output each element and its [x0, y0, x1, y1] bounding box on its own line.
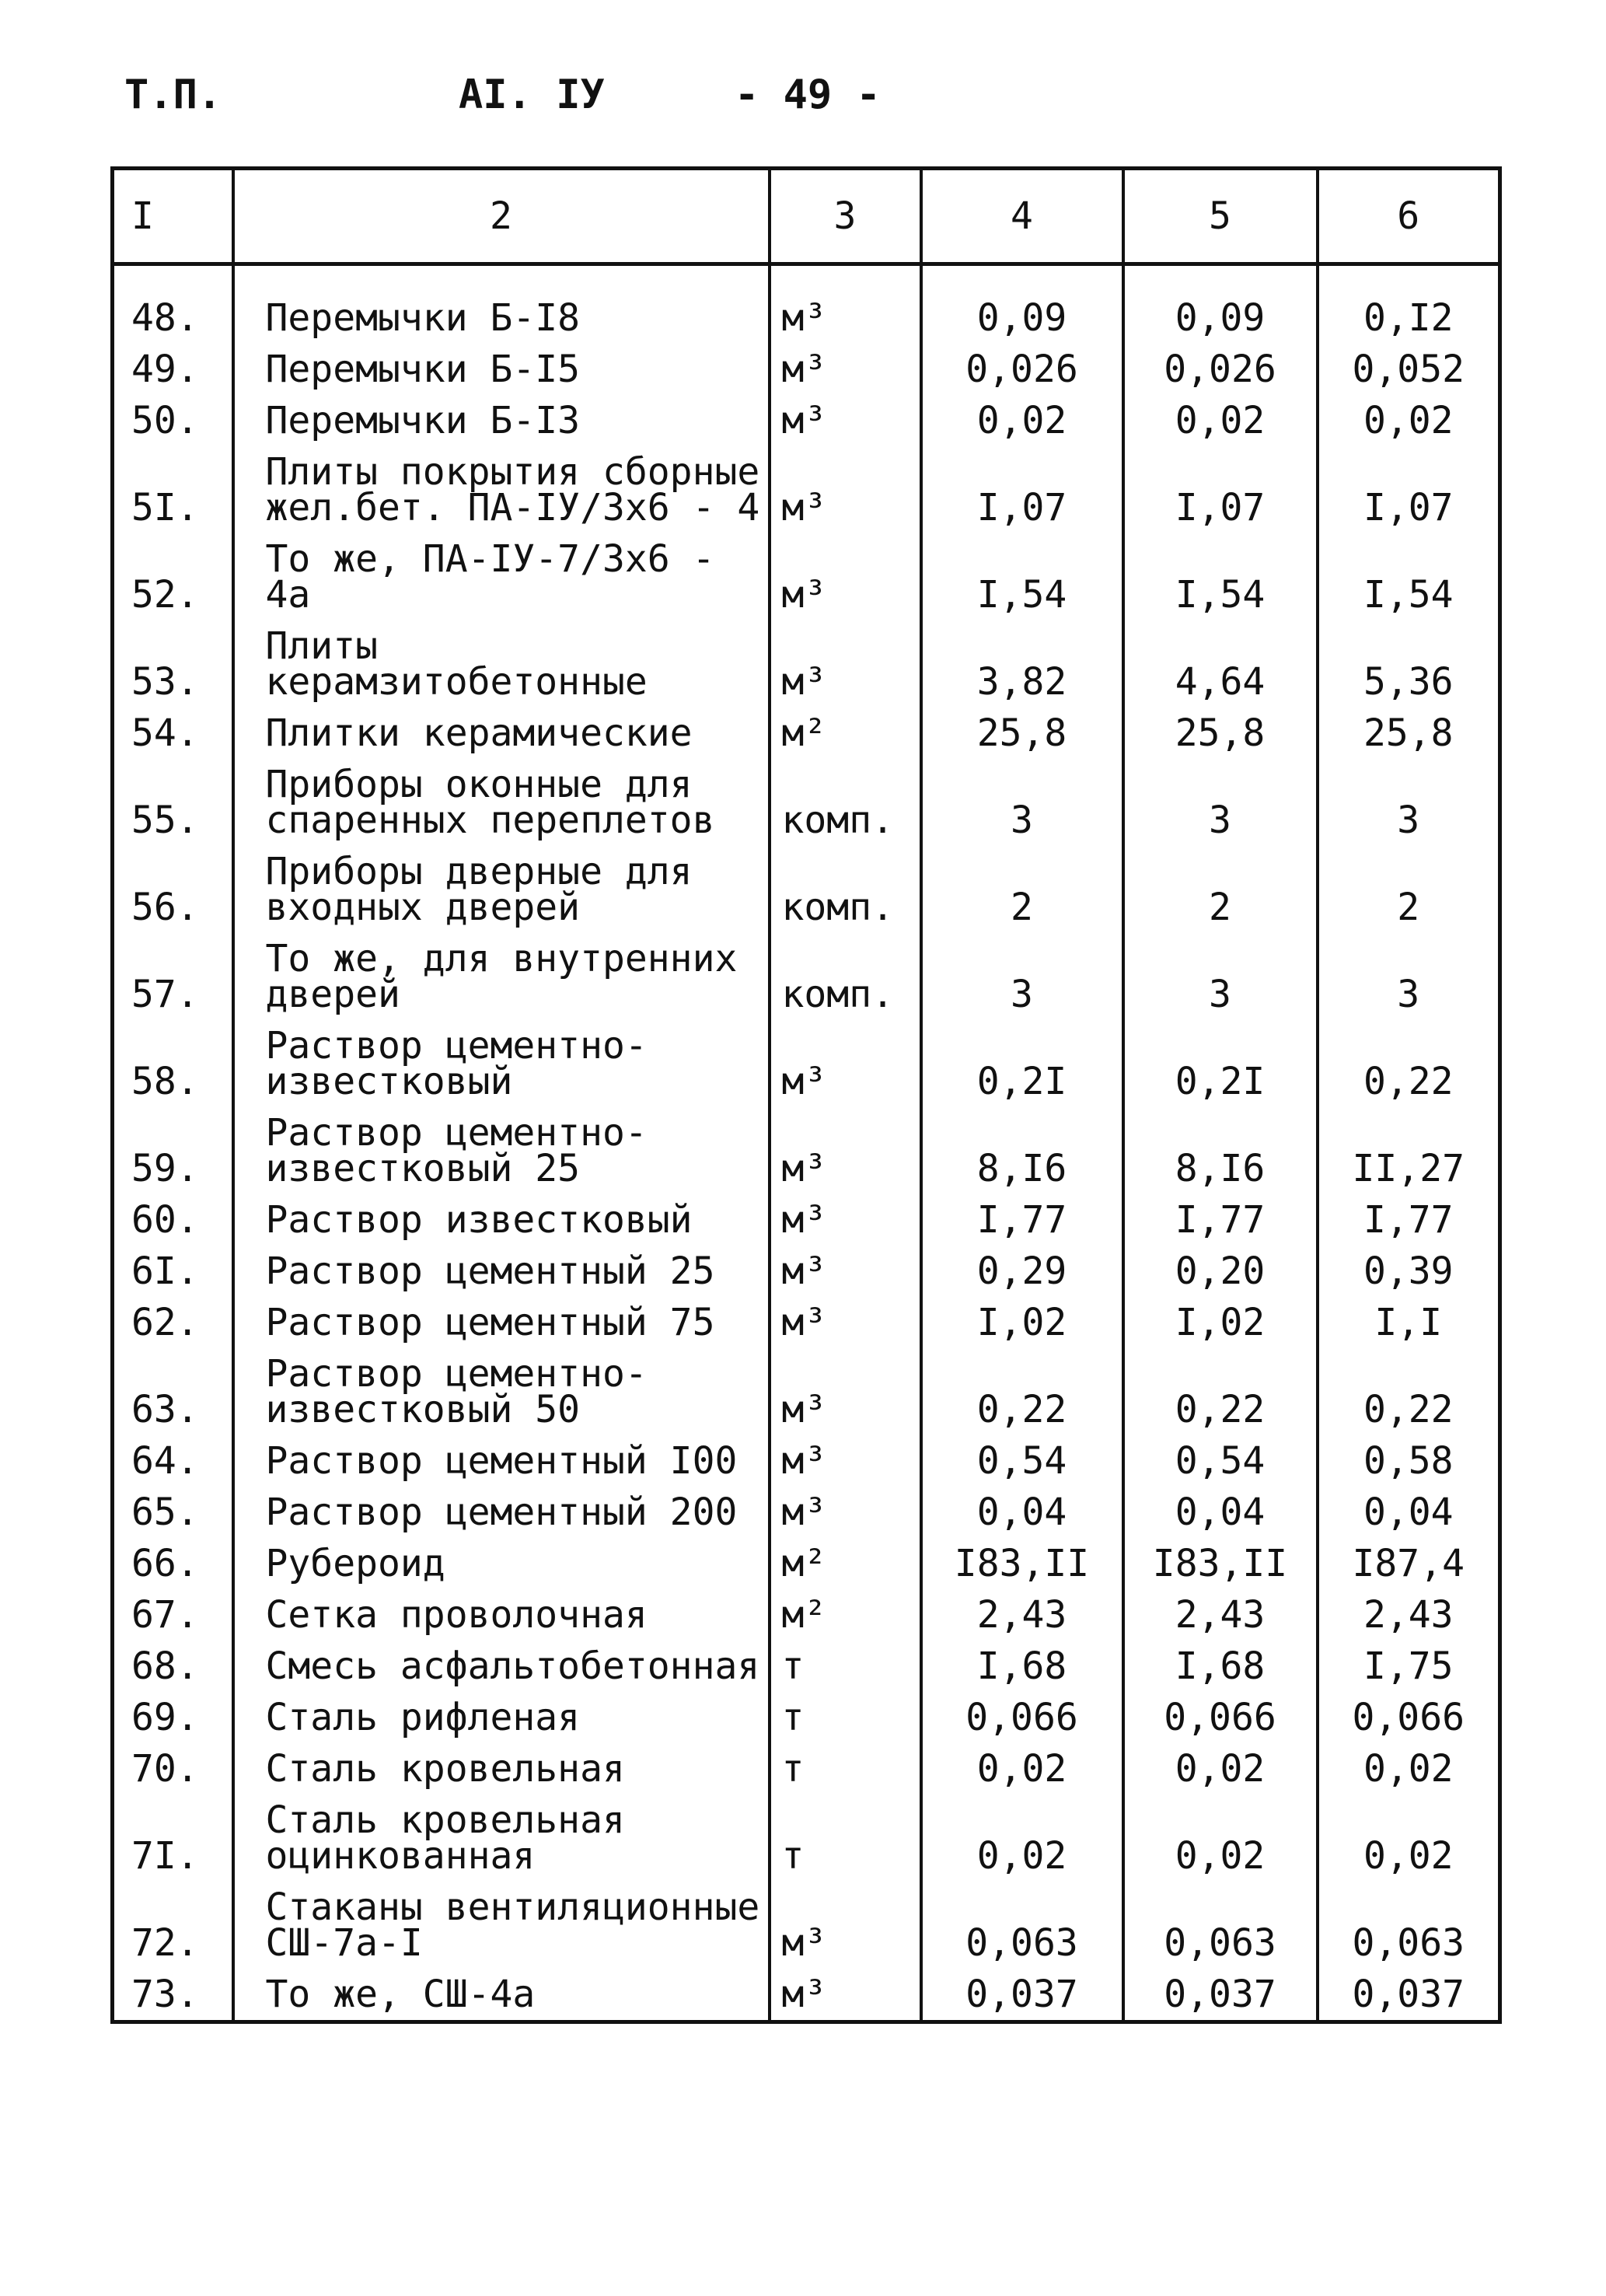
unit-of-measure: т — [770, 1641, 921, 1692]
material-name: Сталь рифленая — [233, 1692, 770, 1743]
quantity-col-6: 0,58 — [1318, 1435, 1500, 1487]
quantity-col-6: 0,39 — [1318, 1246, 1500, 1297]
row-number: 56. — [113, 846, 233, 933]
quantity-col-6: 3 — [1318, 759, 1500, 846]
row-number: 68. — [113, 1641, 233, 1692]
unit-of-measure: т — [770, 1795, 921, 1882]
table-row — [113, 1641, 1500, 1692]
quantity-col-6: I,07 — [1318, 446, 1500, 533]
unit-of-measure: комп. — [770, 846, 921, 933]
table-row — [113, 1538, 1500, 1589]
quantity-col-6: I,I — [1318, 1297, 1500, 1348]
material-name: Сталь кровельная оцинкованная — [233, 1795, 770, 1882]
table-row — [113, 846, 1500, 933]
table-row — [113, 1348, 1500, 1435]
row-number: 5I. — [113, 446, 233, 533]
quantity-col-6: I,77 — [1318, 1194, 1500, 1246]
quantity-col-6: 0,02 — [1318, 1795, 1500, 1882]
quantity-col-5: 25,8 — [1123, 708, 1318, 759]
table-row — [113, 933, 1500, 1020]
quantity-col-5: 0,04 — [1123, 1487, 1318, 1538]
table-header-row — [113, 169, 1500, 264]
table-row — [113, 620, 1500, 708]
row-number: 53. — [113, 620, 233, 708]
quantity-col-6: 0,22 — [1318, 1020, 1500, 1107]
quantity-col-5: I,54 — [1123, 533, 1318, 620]
quantity-col-4: 8,I6 — [921, 1107, 1123, 1194]
table-row — [113, 1692, 1500, 1743]
row-number: 7I. — [113, 1795, 233, 1882]
column-header: 2 — [233, 169, 770, 264]
unit-of-measure: м³ — [770, 1297, 921, 1348]
unit-of-measure: м³ — [770, 1882, 921, 1969]
quantity-col-5: I83,II — [1123, 1538, 1318, 1589]
quantity-col-6: 0,037 — [1318, 1969, 1500, 2022]
table-row — [113, 1882, 1500, 1969]
table-row — [113, 1435, 1500, 1487]
quantity-col-5: 8,I6 — [1123, 1107, 1318, 1194]
quantity-col-5: 0,02 — [1123, 395, 1318, 446]
album-number: АI. IУ — [459, 72, 605, 118]
quantity-col-5: I,02 — [1123, 1297, 1318, 1348]
table-row — [113, 1795, 1500, 1882]
row-number: 64. — [113, 1435, 233, 1487]
quantity-col-4: 3,82 — [921, 620, 1123, 708]
quantity-col-6: 2,43 — [1318, 1589, 1500, 1641]
table-row — [113, 1194, 1500, 1246]
quantity-col-4: 3 — [921, 759, 1123, 846]
quantity-col-5: 0,066 — [1123, 1692, 1318, 1743]
material-name: Плитки керамические — [233, 708, 770, 759]
table-row — [113, 395, 1500, 446]
quantity-col-5: 0,09 — [1123, 292, 1318, 344]
quantity-col-5: 0,22 — [1123, 1348, 1318, 1435]
page-number: - 49 - — [735, 72, 881, 118]
quantity-col-4: 0,037 — [921, 1969, 1123, 2022]
row-number: 57. — [113, 933, 233, 1020]
quantity-col-4: 0,04 — [921, 1487, 1123, 1538]
quantity-col-5: 3 — [1123, 933, 1318, 1020]
quantity-col-6: I,75 — [1318, 1641, 1500, 1692]
table-row — [113, 1487, 1500, 1538]
quantity-col-5: I,07 — [1123, 446, 1318, 533]
quantity-col-4: 0,09 — [921, 292, 1123, 344]
quantity-col-6: 2 — [1318, 846, 1500, 933]
quantity-col-5: 3 — [1123, 759, 1318, 846]
row-number: 65. — [113, 1487, 233, 1538]
material-name: Приборы оконные для спаренных переплетов — [233, 759, 770, 846]
quantity-col-5: 0,02 — [1123, 1743, 1318, 1795]
material-name: То же, СШ-4а — [233, 1969, 770, 2022]
material-name: Перемычки Б-I5 — [233, 344, 770, 395]
material-name: Смесь асфальтобетонная — [233, 1641, 770, 1692]
quantity-col-4: 0,066 — [921, 1692, 1123, 1743]
quantity-col-4: 0,02 — [921, 1795, 1123, 1882]
quantity-col-6: 3 — [1318, 933, 1500, 1020]
material-name: Сетка проволочная — [233, 1589, 770, 1641]
material-name: Раствор цементно-известковый — [233, 1020, 770, 1107]
row-number: 50. — [113, 395, 233, 446]
quantity-col-5: 0,2I — [1123, 1020, 1318, 1107]
quantity-col-6: I,54 — [1318, 533, 1500, 620]
quantity-col-6: 0,I2 — [1318, 292, 1500, 344]
row-number: 60. — [113, 1194, 233, 1246]
table-row — [113, 1020, 1500, 1107]
quantity-col-4: I,54 — [921, 533, 1123, 620]
quantity-col-4: 3 — [921, 933, 1123, 1020]
quantity-col-4: I83,II — [921, 1538, 1123, 1589]
column-header: 5 — [1123, 169, 1318, 264]
quantity-col-4: I,02 — [921, 1297, 1123, 1348]
table-row — [113, 1107, 1500, 1194]
row-number: 66. — [113, 1538, 233, 1589]
material-name: Перемычки Б-I3 — [233, 395, 770, 446]
materials-table — [110, 166, 1502, 2024]
table-row — [113, 1246, 1500, 1297]
unit-of-measure: м³ — [770, 446, 921, 533]
document-series: Т.П. — [124, 72, 222, 118]
column-header: 3 — [770, 169, 921, 264]
column-header: 4 — [921, 169, 1123, 264]
quantity-col-4: 0,22 — [921, 1348, 1123, 1435]
quantity-col-6: 0,02 — [1318, 395, 1500, 446]
unit-of-measure: м³ — [770, 292, 921, 344]
material-name: То же, для внутренних дверей — [233, 933, 770, 1020]
row-number: 63. — [113, 1348, 233, 1435]
row-number: 59. — [113, 1107, 233, 1194]
quantity-col-6: II,27 — [1318, 1107, 1500, 1194]
material-name: То же, ПА-IУ-7/3х6 - 4а — [233, 533, 770, 620]
unit-of-measure: м² — [770, 708, 921, 759]
row-number: 49. — [113, 344, 233, 395]
row-number: 54. — [113, 708, 233, 759]
quantity-col-5: 2,43 — [1123, 1589, 1318, 1641]
material-name: Раствор известковый — [233, 1194, 770, 1246]
material-name: Раствор цементный 25 — [233, 1246, 770, 1297]
column-header: 6 — [1318, 169, 1500, 264]
table-row — [113, 1589, 1500, 1641]
table-body — [113, 264, 1500, 2022]
quantity-col-6: 0,02 — [1318, 1743, 1500, 1795]
row-number: 55. — [113, 759, 233, 846]
quantity-col-6: I87,4 — [1318, 1538, 1500, 1589]
row-number: 58. — [113, 1020, 233, 1107]
material-name: Плиты керамзитобетонные — [233, 620, 770, 708]
material-name: Раствор цементный I00 — [233, 1435, 770, 1487]
quantity-col-5: 0,20 — [1123, 1246, 1318, 1297]
unit-of-measure: м² — [770, 1538, 921, 1589]
material-name: Раствор цементно-известковый 25 — [233, 1107, 770, 1194]
quantity-col-4: 2 — [921, 846, 1123, 933]
row-number: 67. — [113, 1589, 233, 1641]
quantity-col-4: 0,063 — [921, 1882, 1123, 1969]
unit-of-measure: т — [770, 1692, 921, 1743]
quantity-col-4: 2,43 — [921, 1589, 1123, 1641]
unit-of-measure: т — [770, 1743, 921, 1795]
unit-of-measure: м³ — [770, 1969, 921, 2022]
material-name: Перемычки Б-I8 — [233, 292, 770, 344]
quantity-col-5: 0,026 — [1123, 344, 1318, 395]
row-number: 52. — [113, 533, 233, 620]
table-row — [113, 344, 1500, 395]
unit-of-measure: м³ — [770, 1246, 921, 1297]
row-number: 69. — [113, 1692, 233, 1743]
unit-of-measure: м³ — [770, 533, 921, 620]
material-name: Сталь кровельная — [233, 1743, 770, 1795]
table-row — [113, 1297, 1500, 1348]
quantity-col-4: 0,02 — [921, 1743, 1123, 1795]
quantity-col-5: 0,02 — [1123, 1795, 1318, 1882]
row-number: 72. — [113, 1882, 233, 1969]
quantity-col-6: 5,36 — [1318, 620, 1500, 708]
quantity-col-4: 0,026 — [921, 344, 1123, 395]
quantity-col-4: I,77 — [921, 1194, 1123, 1246]
unit-of-measure: м³ — [770, 1348, 921, 1435]
quantity-col-6: 0,063 — [1318, 1882, 1500, 1969]
quantity-col-4: I,07 — [921, 446, 1123, 533]
unit-of-measure: м³ — [770, 395, 921, 446]
row-number: 48. — [113, 292, 233, 344]
row-number: 62. — [113, 1297, 233, 1348]
unit-of-measure: м³ — [770, 1435, 921, 1487]
quantity-col-6: 25,8 — [1318, 708, 1500, 759]
quantity-col-6: 0,22 — [1318, 1348, 1500, 1435]
table-row — [113, 446, 1500, 533]
material-name: Раствор цементный 75 — [233, 1297, 770, 1348]
unit-of-measure: комп. — [770, 759, 921, 846]
quantity-col-4: 0,2I — [921, 1020, 1123, 1107]
unit-of-measure: м² — [770, 1589, 921, 1641]
unit-of-measure: м³ — [770, 1107, 921, 1194]
quantity-col-4: I,68 — [921, 1641, 1123, 1692]
row-number: 70. — [113, 1743, 233, 1795]
unit-of-measure: комп. — [770, 933, 921, 1020]
spacer-row — [113, 264, 1500, 293]
material-name: Плиты покрытия сборные жел.бет. ПА-IУ/3х6 - 4 — [233, 446, 770, 533]
material-name: Стаканы вентиляционные СШ-7а-I — [233, 1882, 770, 1969]
table-row — [113, 708, 1500, 759]
material-name: Приборы дверные для входных дверей — [233, 846, 770, 933]
quantity-col-5: 2 — [1123, 846, 1318, 933]
quantity-col-6: 0,066 — [1318, 1692, 1500, 1743]
quantity-col-5: 0,063 — [1123, 1882, 1318, 1969]
quantity-col-4: 25,8 — [921, 708, 1123, 759]
material-name: Раствор цементный 200 — [233, 1487, 770, 1538]
table-row — [113, 533, 1500, 620]
table-row — [113, 1969, 1500, 2022]
quantity-col-6: 0,04 — [1318, 1487, 1500, 1538]
unit-of-measure: м³ — [770, 620, 921, 708]
quantity-col-5: 4,64 — [1123, 620, 1318, 708]
unit-of-measure: м³ — [770, 344, 921, 395]
unit-of-measure: м³ — [770, 1194, 921, 1246]
material-name: Рубероид — [233, 1538, 770, 1589]
quantity-col-4: 0,02 — [921, 395, 1123, 446]
table-row — [113, 292, 1500, 344]
quantity-col-5: 0,54 — [1123, 1435, 1318, 1487]
quantity-col-6: 0,052 — [1318, 344, 1500, 395]
quantity-col-5: 0,037 — [1123, 1969, 1318, 2022]
quantity-col-4: 0,54 — [921, 1435, 1123, 1487]
material-name: Раствор цементно-известковый 50 — [233, 1348, 770, 1435]
row-number: 73. — [113, 1969, 233, 2022]
column-header: I — [113, 169, 233, 264]
unit-of-measure: м³ — [770, 1020, 921, 1107]
quantity-col-5: I,68 — [1123, 1641, 1318, 1692]
unit-of-measure: м³ — [770, 1487, 921, 1538]
quantity-col-4: 0,29 — [921, 1246, 1123, 1297]
table-row — [113, 1743, 1500, 1795]
table-row — [113, 759, 1500, 846]
row-number: 6I. — [113, 1246, 233, 1297]
quantity-col-5: I,77 — [1123, 1194, 1318, 1246]
